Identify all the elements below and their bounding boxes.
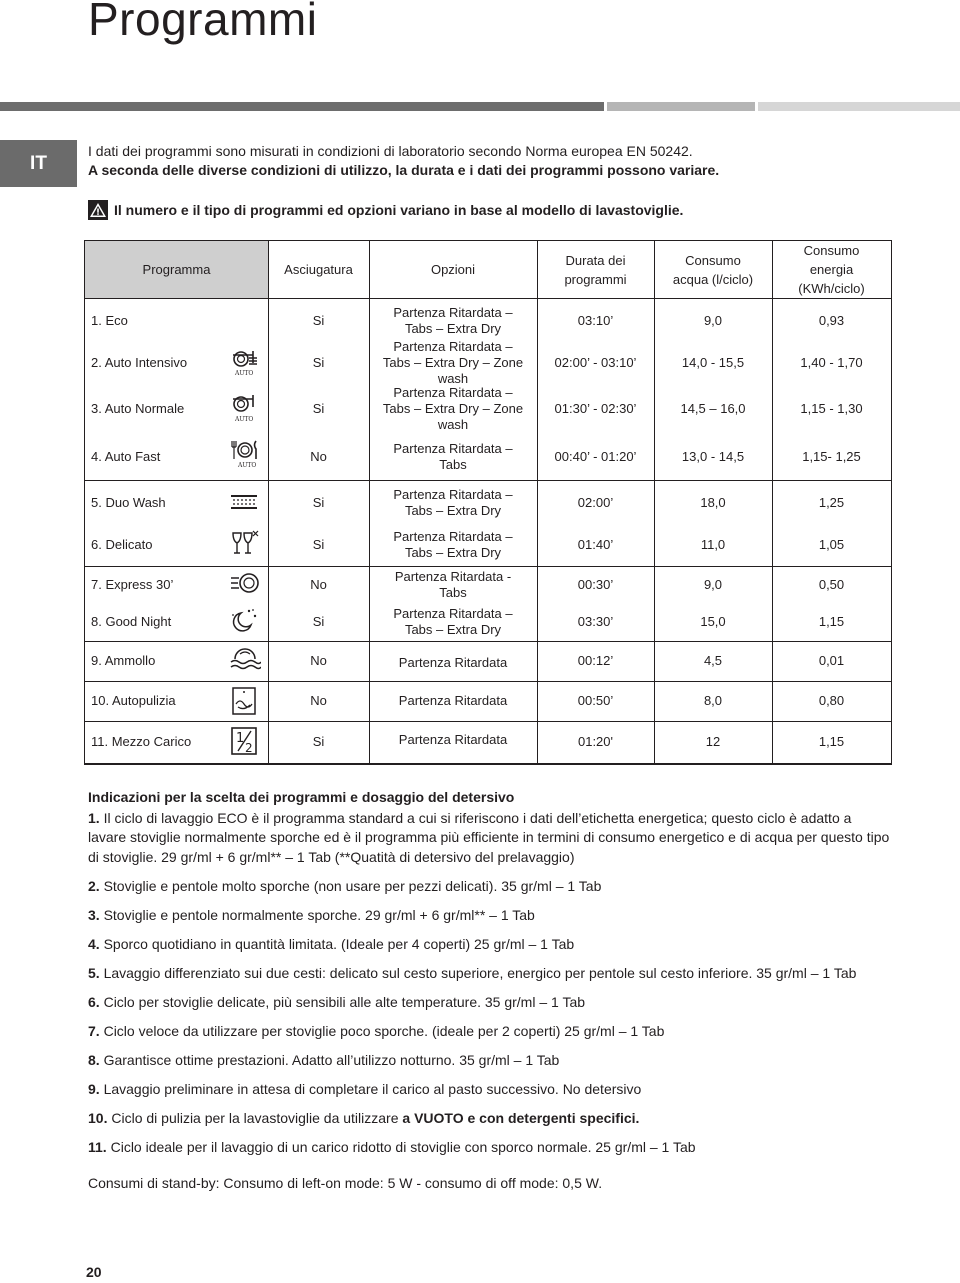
header-consumo-energia: Consumo energia (KWh/ciclo) bbox=[798, 243, 865, 296]
warning-text: Il numero e il tipo di programmi ed opzioni variano in base al modello di lavastoviglie. bbox=[114, 202, 684, 218]
table-row: 8. Good Night Si Partenza Ritardata – Tabs – Extra Dry 03:30’ 15,0 1,15 bbox=[91, 606, 845, 637]
header-programma: Programma bbox=[85, 241, 268, 298]
intro-line-2: A seconda delle diverse condizioni di utilizzo, la durata e i dati dei programmi possono variare. bbox=[88, 162, 720, 178]
page-title: Programmi bbox=[88, 0, 318, 45]
note-item: 9. Lavaggio preliminare in attesa di completare il carico al pasto successivo. No detersivo bbox=[88, 1080, 642, 1097]
note-item: 6. Ciclo per stoviglie delicate, più sensibili alle alte temperature. 35 gr/ml – 1 Tab bbox=[88, 993, 586, 1010]
note-item: 8. Garantisce ottime prestazioni. Adatto all’utilizzo notturno. 35 gr/ml – 1 Tab bbox=[88, 1051, 560, 1068]
svg-text:2: 2 bbox=[245, 741, 253, 755]
table-row: 9. Ammollo No Partenza Ritardata 00:12’ 4,5 0,01 bbox=[85, 641, 891, 681]
header-rule bbox=[0, 102, 960, 111]
header-durata: Durata dei programmi bbox=[564, 252, 627, 287]
note-item: 11. Ciclo ideale per il lavaggio di un carico ridotto di stoviglie con sporco normale. 25 gr/ml – 1 Tab bbox=[88, 1138, 696, 1155]
express-icon bbox=[229, 569, 261, 599]
table-row: 1. Eco Si Partenza Ritardata – Tabs – Extra Dry 03:10’ 9,0 0,93 bbox=[91, 304, 845, 336]
svg-text:1: 1 bbox=[236, 731, 245, 746]
wine-glasses-icon bbox=[229, 529, 261, 559]
table-row: 6. Delicato Si Partenza Ritardata – Tabs – Extra Dry 01:40’ 11,0 1,05 bbox=[91, 528, 845, 560]
header-asciugatura: Asciugatura bbox=[284, 262, 353, 277]
intro-text bbox=[88, 142, 719, 180]
standby-consumption: Consumi di stand-by: Consumo di left-on mode: 5 W - consumo di off mode: 0,5 W. bbox=[88, 1175, 603, 1191]
note-item: 3. Stoviglie e pentole normalmente sporche. 29 gr/ml + 6 gr/ml** – 1 Tab bbox=[88, 906, 535, 923]
note-item: 1. Il ciclo di lavaggio ECO è il programma standard a cui si riferiscono i dati dell’etichetta energetica; questo ciclo è adatto a lavare stoviglie normalmente sporche ed è il programma più efficiente in termini di consumo energetico e di acqua per questo tipo di stoviglie. 29 gr/ml + 6 gr/ml** – 1 Tab (**Quatità di detersivo del prelavaggio) bbox=[88, 809, 890, 865]
page-number: 20 bbox=[86, 1264, 102, 1280]
svg-text:AUTO: AUTO bbox=[235, 370, 254, 377]
table-row: 5. Duo Wash Si Partenza Ritardata – Tabs – Extra Dry 02:00’ 18,0 1,25 bbox=[91, 486, 845, 518]
table-row: 2. Auto Intensivo AUTO Si Partenza Ritardata – Tabs – Extra Dry – Zone wash 02:00’ - 03:10’ 14,0 - 15,5 1,40 - 1,70 bbox=[91, 339, 863, 386]
auto-fast-icon bbox=[229, 439, 261, 469]
note-item: 7. Ciclo veloce da utilizzare per stoviglie poco sporche. (ideale per 2 coperti) 25 gr/ml – 1 Tab bbox=[88, 1022, 665, 1039]
moon-stars-icon bbox=[229, 607, 261, 637]
duo-wash-icon bbox=[229, 488, 261, 518]
programs-table bbox=[84, 240, 892, 765]
svg-text:AUTO: AUTO bbox=[235, 416, 254, 423]
warning-note bbox=[88, 200, 683, 220]
table-row: 11. Mezzo Carico 1 2 Si Partenza Ritardata 01:20' 12 1,15 bbox=[85, 721, 891, 763]
self-clean-icon bbox=[229, 686, 261, 716]
header-opzioni: Opzioni bbox=[430, 262, 476, 277]
table-row: 4. Auto Fast AUTO No Partenza Ritardata – Tabs 00:40’ - 01:20’ 13,0 - 14,5 1,15- 1,25 bbox=[91, 440, 861, 472]
svg-text:AUTO: AUTO bbox=[238, 462, 257, 469]
table-row: 10. Autopulizia No Partenza Ritardata 00:50’ 8,0 0,80 bbox=[85, 681, 891, 721]
notes-heading: Indicazioni per la scelta dei programmi e dosaggio del detersivo bbox=[88, 789, 515, 805]
soak-icon bbox=[229, 645, 261, 675]
language-tab: IT bbox=[0, 140, 77, 187]
header-consumo-acqua: Consumo acqua (l/ciclo) bbox=[672, 252, 754, 287]
half-load-icon bbox=[229, 726, 261, 756]
intro-line-1: I dati dei programmi sono misurati in condizioni di laboratorio secondo Norma europea EN 50242. bbox=[88, 143, 693, 159]
warning-icon bbox=[88, 200, 108, 220]
program-notes bbox=[88, 788, 893, 1157]
note-item: 4. Sporco quotidiano in quantità limitata. (Ideale per 4 coperti) 25 gr/ml – 1 Tab bbox=[88, 935, 575, 952]
auto-intensive-icon bbox=[229, 347, 261, 377]
note-item: 5. Lavaggio differenziato sui due cesti: delicato sul cesto superiore, energico per pentole sul cesto inferiore. 35 gr/ml – 1 Tab bbox=[88, 964, 857, 981]
note-item: 2. Stoviglie e pentole molto sporche (non usare per pezzi delicati). 35 gr/ml – 1 Tab bbox=[88, 877, 602, 894]
table-row: 3. Auto Normale AUTO Si Partenza Ritardata – Tabs – Extra Dry – Zone wash 01:30’ - 02:30’ 14,5 – 16,0 1,15 - 1,30 bbox=[91, 385, 863, 432]
table-row: 7. Express 30’ No Partenza Ritardata - Tabs 00:30’ 9,0 0,50 bbox=[91, 568, 845, 600]
note-item: 10. Ciclo di pulizia per la lavastoviglie da utilizzare a VUOTO e con detergenti specifici. bbox=[88, 1109, 640, 1126]
auto-normal-icon bbox=[229, 393, 261, 423]
